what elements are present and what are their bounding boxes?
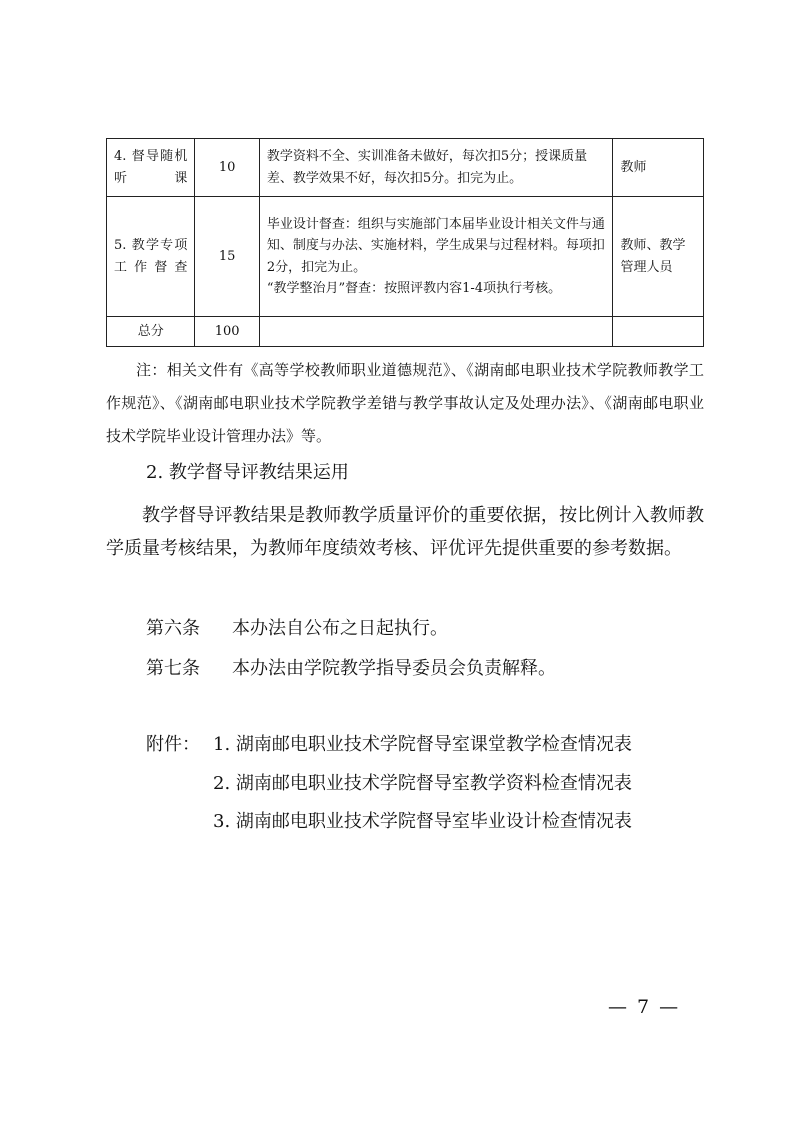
description-cell: 教学资料不全、实训准备未做好，每次扣5分；授课质量差、教学效果不好，每次扣5分。扣完为止。 xyxy=(259,139,613,197)
attachment-item: 2. 湖南邮电职业技术学院督导室教学资料检查情况表 xyxy=(213,773,632,794)
table-row xyxy=(107,317,704,347)
section-heading: 2. 教学督导评教结果运用 xyxy=(146,462,349,483)
total-description-cell xyxy=(259,317,613,347)
article-6 xyxy=(146,614,448,640)
table-row xyxy=(107,139,704,197)
item-cell: 4. 督导随机听课 xyxy=(107,139,195,197)
page-number: — 7 — xyxy=(608,996,681,1018)
description-cell xyxy=(259,197,613,317)
table-note: 注：相关文件有《高等学校教师职业道德规范》、《湖南邮电职业技术学院教师教学工作规范》、《湖南邮电职业技术学院教学差错与教学事故认定及处理办法》、《湖南邮电职业技术学院毕业设计管理办法》等。 xyxy=(106,361,704,445)
total-assessed-cell xyxy=(613,317,704,347)
score-cell: 10 xyxy=(195,139,259,197)
item-cell: 5. 教学专项工作督查 xyxy=(107,197,195,317)
score-cell: 15 xyxy=(195,197,259,317)
section-body: 教学督导评教结果是教师教学质量评价的重要依据，按比例计入教师教学质量考核结果，为教师年度绩效考核、评优评先提供重要的参考数据。 xyxy=(106,505,704,559)
attachments-label: 附件： xyxy=(146,734,200,755)
table-row xyxy=(107,197,704,317)
article-number: 第六条 xyxy=(146,618,200,639)
article-number: 第七条 xyxy=(146,658,200,679)
description-line: 毕业设计督查：组织与实施部门本届毕业设计相关文件与通知、制度与办法、实施材料，学生成果与过程材料。每项扣2分，扣完为止。 xyxy=(266,216,605,275)
article-7 xyxy=(146,654,556,680)
total-score-cell: 100 xyxy=(195,317,259,347)
total-label-cell: 总分 xyxy=(107,317,195,347)
evaluation-table xyxy=(106,138,704,347)
attachment-item: 1. 湖南邮电职业技术学院督导室课堂教学检查情况表 xyxy=(213,734,632,755)
article-text: 本办法由学院教学指导委员会负责解释。 xyxy=(232,658,556,679)
assessed-cell: 教师 xyxy=(613,139,704,197)
article-text: 本办法自公布之日起执行。 xyxy=(232,618,448,639)
assessed-cell: 教师、教学管理人员 xyxy=(613,197,704,317)
description-line: “教学整治月”督查：按照评教内容1-4项执行考核。 xyxy=(266,280,562,296)
attachment-item: 3. 湖南邮电职业技术学院督导室毕业设计检查情况表 xyxy=(213,811,632,832)
